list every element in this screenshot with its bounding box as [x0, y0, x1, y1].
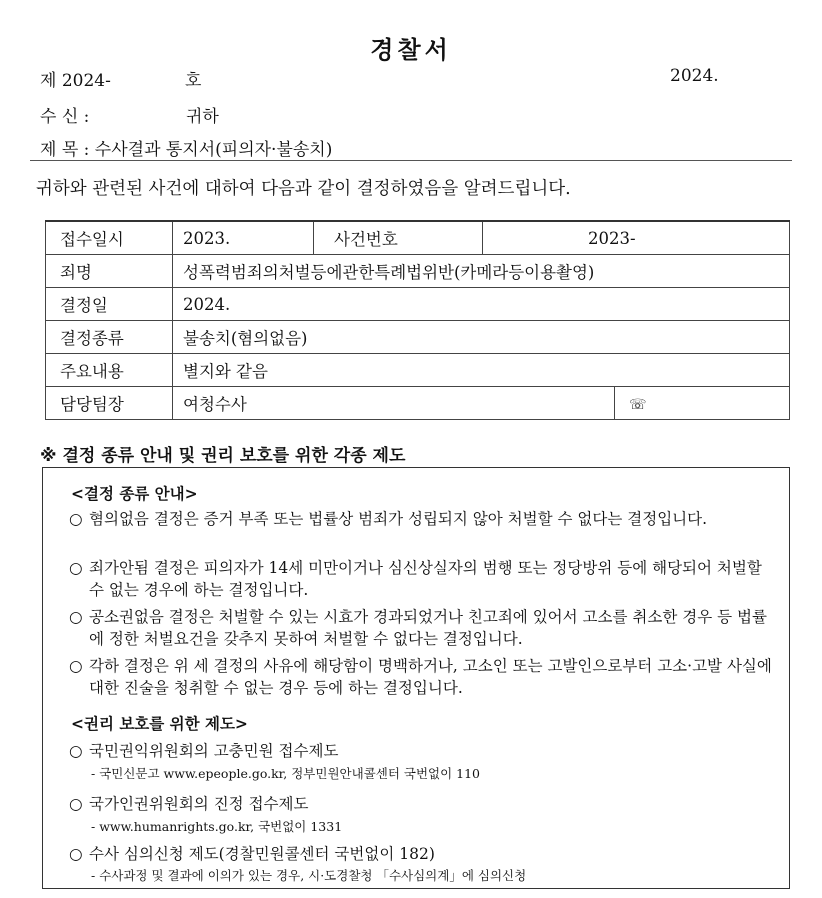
- team-value: 여청수사: [173, 387, 615, 420]
- charge-value: 성폭력범죄의처벌등에관한특례법위반(카메라등이용촬영): [173, 255, 790, 288]
- charge-label: 죄명: [46, 255, 173, 288]
- recipient-row: [40, 102, 219, 127]
- main-content-label: 주요내용: [46, 354, 173, 387]
- table-row: [46, 354, 790, 387]
- bullet-icon: ○: [69, 742, 83, 760]
- rights-item-text: 국가인권위원회의 진정 접수제도: [89, 795, 309, 813]
- notice-heading: ※ 결정 종류 안내 및 권리 보호를 위한 각종 제도: [40, 446, 406, 466]
- bullet-icon: ○: [69, 559, 83, 577]
- recipient-label: 수 신 :: [40, 107, 90, 127]
- rights-section-title: <권리 보호를 위한 제도>: [71, 714, 248, 733]
- rights-item-sub: - 수사과정 및 결과에 이의가 있는 경우, 시·도경찰청 「수사심의계」에 심의신청: [91, 868, 527, 883]
- rights-item-sub: - 국민신문고 www.epeople.go.kr, 정부민원안내콜센터 국번없이 110: [91, 766, 481, 781]
- decision-item-text: 혐의없음 결정은 증거 부족 또는 법률상 범죄가 성립되지 않아 처벌할 수 없다는 결정입니다.: [89, 510, 708, 528]
- team-phone-cell: [615, 387, 790, 420]
- bullet-icon: ○: [69, 510, 83, 528]
- list-item: [69, 557, 779, 601]
- recipient-value: 귀하: [186, 107, 219, 127]
- decision-item-text: 공소권없음 결정은 처벌할 수 있는 시효가 경과되었거나 친고죄에 있어서 고소를 취소한 경우 등 법률에 정한 처벌요건을 갖추지 못하여 처벌할 수 없다는 결정입니다.: [89, 608, 767, 648]
- header-divider: [30, 160, 792, 161]
- rights-item-text: 국민권익위원회의 고충민원 접수제도: [89, 742, 339, 760]
- document-number-prefix: 제 2024-: [40, 71, 111, 91]
- decision-date-value: 2024.: [173, 288, 790, 321]
- bullet-icon: ○: [69, 608, 83, 626]
- received-value: 2023.: [173, 221, 314, 255]
- decision-item-text: 죄가안됨 결정은 피의자가 14세 미만이거나 심신상실자의 범행 또는 정당방위 등에 해당되어 처벌할 수 없는 경우에 하는 결정입니다.: [89, 559, 762, 599]
- decision-section-title: <결정 종류 안내>: [71, 484, 198, 503]
- table-row: [46, 255, 790, 288]
- rights-item-sub: - www.humanrights.go.kr, 국번없이 1331: [91, 819, 343, 834]
- decision-item-text: 각하 결정은 위 세 결정의 사유에 해당함이 명백하거나, 고소인 또는 고발인으로부터 고소·고발 사실에 대한 진술을 청취할 수 없는 경우 등에 하는 결정입니다.: [89, 657, 772, 697]
- document-number-suffix: 호: [185, 71, 202, 91]
- document-title: 경찰서: [370, 36, 452, 64]
- bullet-icon: ○: [69, 845, 83, 863]
- table-row: [46, 387, 790, 420]
- table-row: [46, 288, 790, 321]
- subject-row: [40, 135, 332, 160]
- list-item: [69, 843, 779, 865]
- case-info-table: [45, 220, 790, 420]
- notice-box: [42, 467, 790, 889]
- rights-item-text: 수사 심의신청 제도(경찰민원콜센터 국번없이 182): [89, 845, 435, 863]
- case-no-value: 2023-: [483, 221, 790, 255]
- decision-date-label: 결정일: [46, 288, 173, 321]
- table-row: [46, 321, 790, 354]
- list-item: [69, 606, 779, 650]
- list-item: [69, 740, 779, 762]
- document-number-row: [40, 66, 202, 91]
- decision-type-value: 불송치(혐의없음): [173, 321, 790, 354]
- subject-value: 수사결과 통지서(피의자·불송치): [94, 140, 333, 160]
- subject-label: 제 목 :: [40, 140, 90, 160]
- document-date: 2024.: [670, 66, 719, 86]
- phone-icon: ☏: [629, 396, 647, 413]
- main-content-value: 별지와 같음: [173, 354, 790, 387]
- decision-type-label: 결정종류: [46, 321, 173, 354]
- intro-text: 귀하와 관련된 사건에 대하여 다음과 같이 결정하였음을 알려드립니다.: [36, 179, 571, 199]
- bullet-icon: ○: [69, 795, 83, 813]
- table-row: [46, 221, 790, 255]
- list-item: [69, 655, 779, 699]
- list-item: [69, 508, 779, 530]
- bullet-icon: ○: [69, 657, 83, 675]
- list-item: [69, 793, 779, 815]
- team-label: 담당팀장: [46, 387, 173, 420]
- received-label: 접수일시: [46, 221, 173, 255]
- case-no-label: 사건번호: [314, 221, 483, 255]
